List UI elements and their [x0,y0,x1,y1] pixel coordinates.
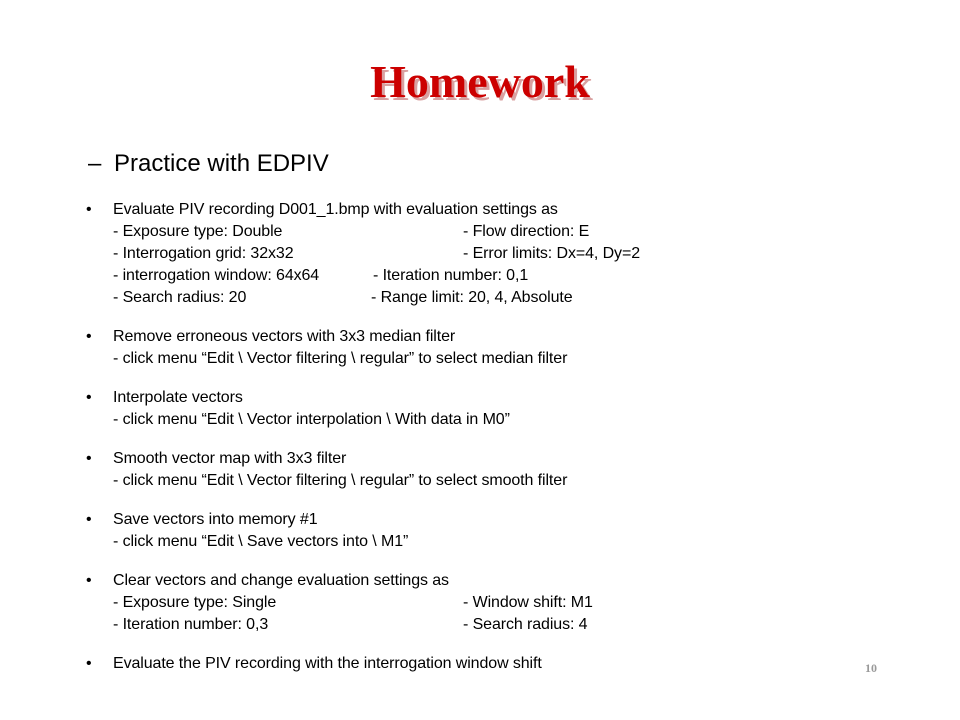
task-clear [86,570,886,636]
setting-right: - Search radius: 4 [463,616,588,633]
task-smooth [86,448,886,492]
setting-right: - Range limit: 20, 4, Absolute [371,289,573,306]
task-list [86,199,886,692]
bullet-icon: • [86,201,92,218]
setting-left: - Exposure type: Single [113,594,277,611]
task-detail: - click menu “Edit \ Vector filtering \ regular” to select median filter [113,350,568,367]
task-detail: - click menu “Edit \ Vector filtering \ regular” to select smooth filter [113,472,568,489]
page-number: 10 [865,661,877,675]
setting-row [113,243,886,265]
bullet-icon: • [86,389,92,406]
task-evaluate [86,199,886,309]
task-lead: Evaluate PIV recording D001_1.bmp with evaluation settings as [113,201,558,218]
setting-row [113,265,886,287]
task-detail: - click menu “Edit \ Save vectors into \ M1” [113,533,409,550]
bullet-icon: • [86,328,92,345]
setting-left: - Interrogation grid: 32x32 [113,245,294,262]
setting-row [113,221,886,243]
task-lead: Clear vectors and change evaluation settings as [113,572,449,589]
setting-row [113,592,886,614]
subheading-text: Practice with EDPIV [114,150,329,177]
task-lead: Interpolate vectors [113,389,243,406]
setting-left: - Exposure type: Double [113,223,283,240]
subheading-dash: – [88,150,102,177]
setting-left: - interrogation window: 64x64 [113,267,320,284]
setting-row [113,287,886,309]
task-evaluate-shift [86,653,886,675]
setting-row [113,614,886,636]
setting-left: - Search radius: 20 [113,289,247,306]
bullet-icon: • [86,572,92,589]
bullet-icon: • [86,450,92,467]
setting-right: - Error limits: Dx=4, Dy=2 [463,245,640,262]
task-lead: Evaluate the PIV recording with the interrogation window shift [113,655,542,672]
bullet-icon: • [86,511,92,528]
task-lead: Save vectors into memory #1 [113,511,318,528]
slide-title: Homework [370,56,590,107]
task-save [86,509,886,553]
task-interpolate [86,387,886,431]
task-median-filter [86,326,886,370]
task-lead: Smooth vector map with 3x3 filter [113,450,347,467]
setting-right: - Iteration number: 0,1 [373,267,529,284]
subheading [88,148,329,180]
task-detail: - click menu “Edit \ Vector interpolation \ With data in M0” [113,411,510,428]
bullet-icon: • [86,655,92,672]
setting-left: - Iteration number: 0,3 [113,616,269,633]
setting-right: - Window shift: M1 [463,594,593,611]
task-lead: Remove erroneous vectors with 3x3 median filter [113,328,456,345]
setting-right: - Flow direction: E [463,223,590,240]
